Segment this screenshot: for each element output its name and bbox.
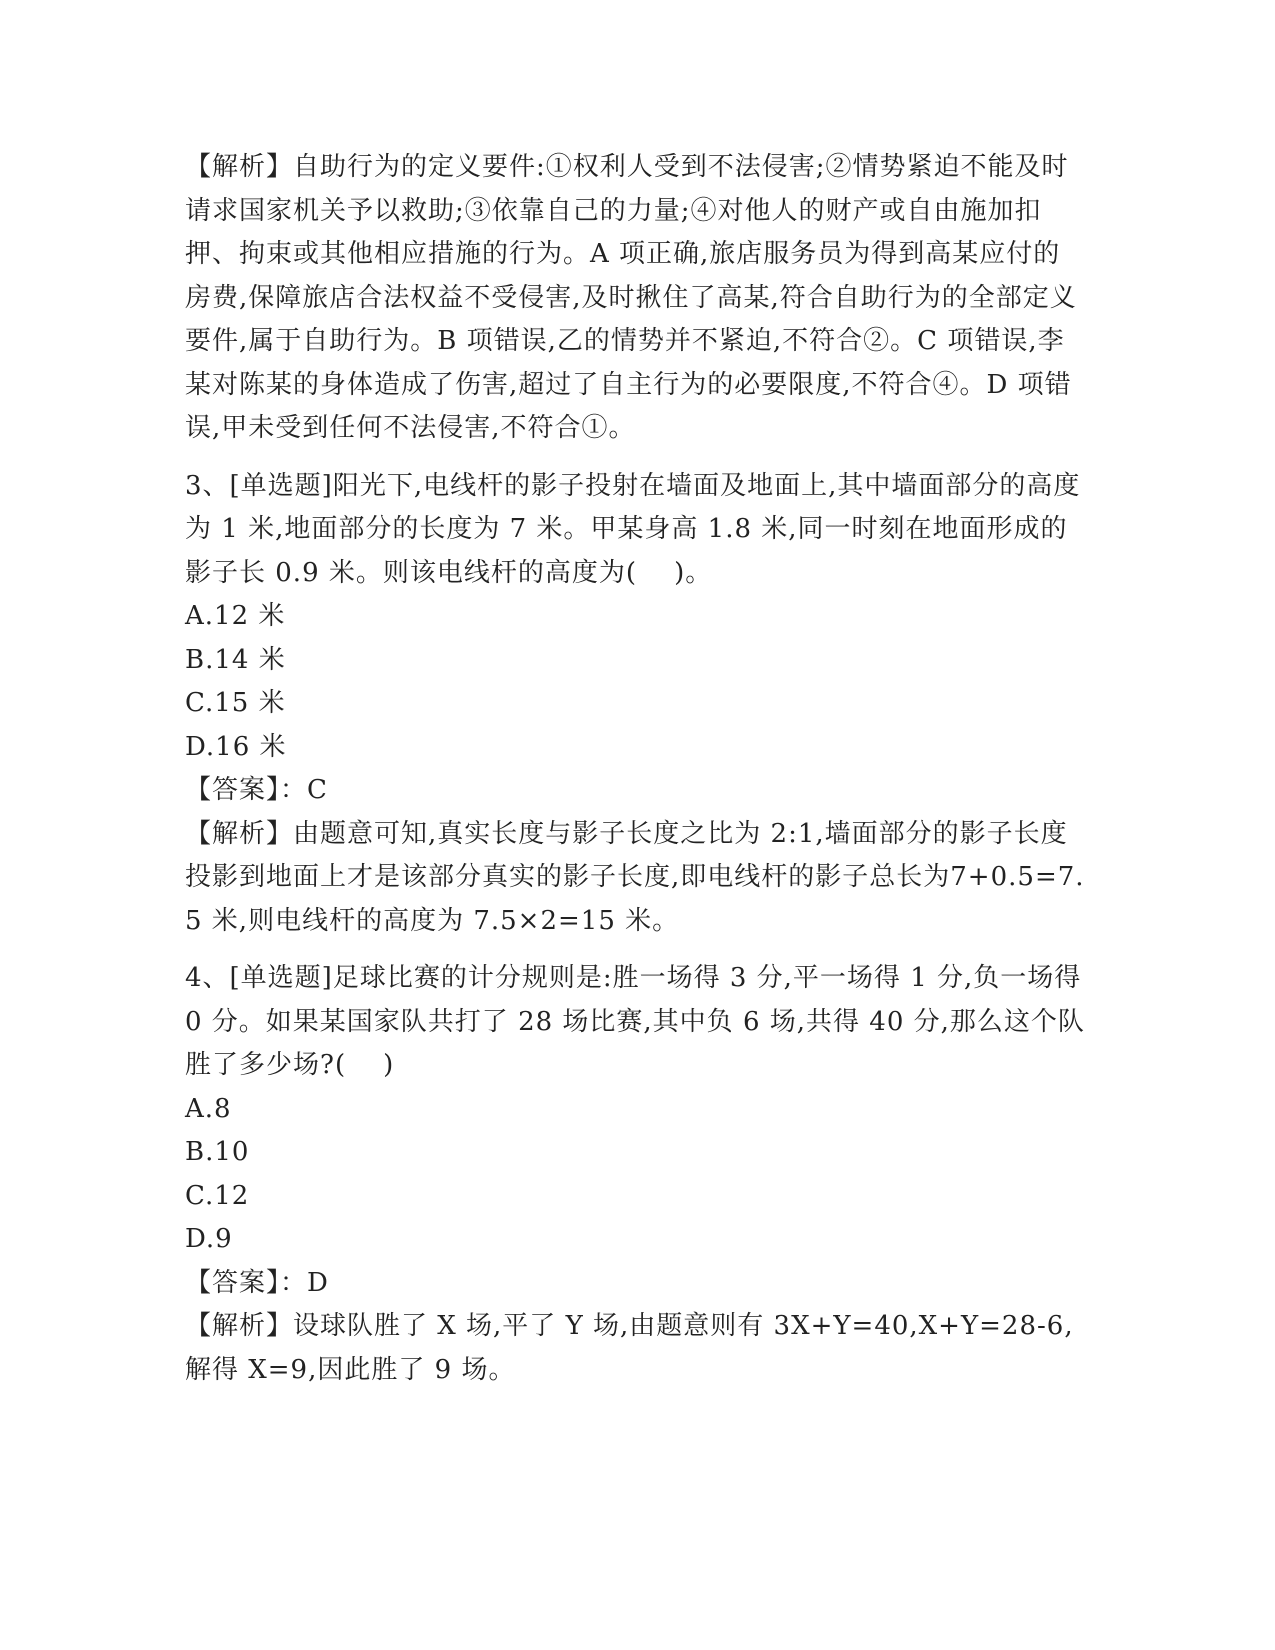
question-3-option-a: A.12 米 bbox=[185, 601, 286, 631]
question-3-answer: 【答案】：C bbox=[185, 775, 328, 805]
question-3-option-c: C.15 米 bbox=[185, 688, 286, 718]
question-3-analysis: 【解析】由题意可知,真实长度与影子长度之比为 2:1,墙面部分的影子长度投影到地面上才是该部分真实的影子长度,即电线杆的影子总长为7+0.5=7.5 米,则电线杆的高度为 7.5×2=15 米。 bbox=[185, 818, 1085, 936]
question-4-option-d: D.9 bbox=[185, 1224, 233, 1254]
question-3 bbox=[185, 465, 1085, 944]
question-4-answer: 【答案】：D bbox=[185, 1267, 329, 1298]
question-3-option-b: B.14 米 bbox=[185, 644, 286, 675]
question-4-option-c: C.12 bbox=[185, 1180, 250, 1211]
document-page bbox=[185, 146, 1091, 1392]
question-4-stem: 4、[单选题]足球比赛的计分规则是:胜一场得 3 分,平一场得 1 分,负一场得 0 分。如果某国家队共打了 28 场比赛,其中负 6 场,共得 40 分,那么这个队胜了多少场?( ) bbox=[185, 963, 1091, 1080]
question-4-option-a: A.8 bbox=[185, 1093, 232, 1124]
analysis-previous-question: 【解析】自助行为的定义要件:①权利人受到不法侵害;②情势紧迫不能及时请求国家机关予以救助;③依靠自己的力量;④对他人的财产或自由施加扣押、拘束或其他相应措施的行为。A 项正确,旅店服务员为得到高某应付的房费,保障旅店合法权益不受侵害,及时揪住了高某,符合自助行为的全部定义要件,属于自助行为。B 项错误,乙的情势并不紧迫,不符合②。C 项错误,李某对陈某的身体造成了伤害,超过了自主行为的必要限度,不符合④。D 项错误,甲未受到任何不法侵害,不符合①。 bbox=[185, 152, 1077, 443]
question-4 bbox=[185, 957, 1091, 1392]
question-3-stem: 3、[单选题]阳光下,电线杆的影子投射在墙面及地面上,其中墙面部分的高度为 1 米,地面部分的长度为 7 米。甲某身高 1.8 米,同一时刻在地面形成的影子长 0.9 米。则该电线杆的高度为( )。 bbox=[185, 470, 1081, 588]
question-4-analysis: 【解析】设球队胜了 X 场,平了 Y 场,由题意则有 3X+Y=40,X+Y=28-6,解得 X=9,因此胜了 9 场。 bbox=[185, 1311, 1074, 1385]
question-3-option-d: D.16 米 bbox=[185, 731, 287, 762]
question-4-option-b: B.10 bbox=[185, 1137, 250, 1167]
